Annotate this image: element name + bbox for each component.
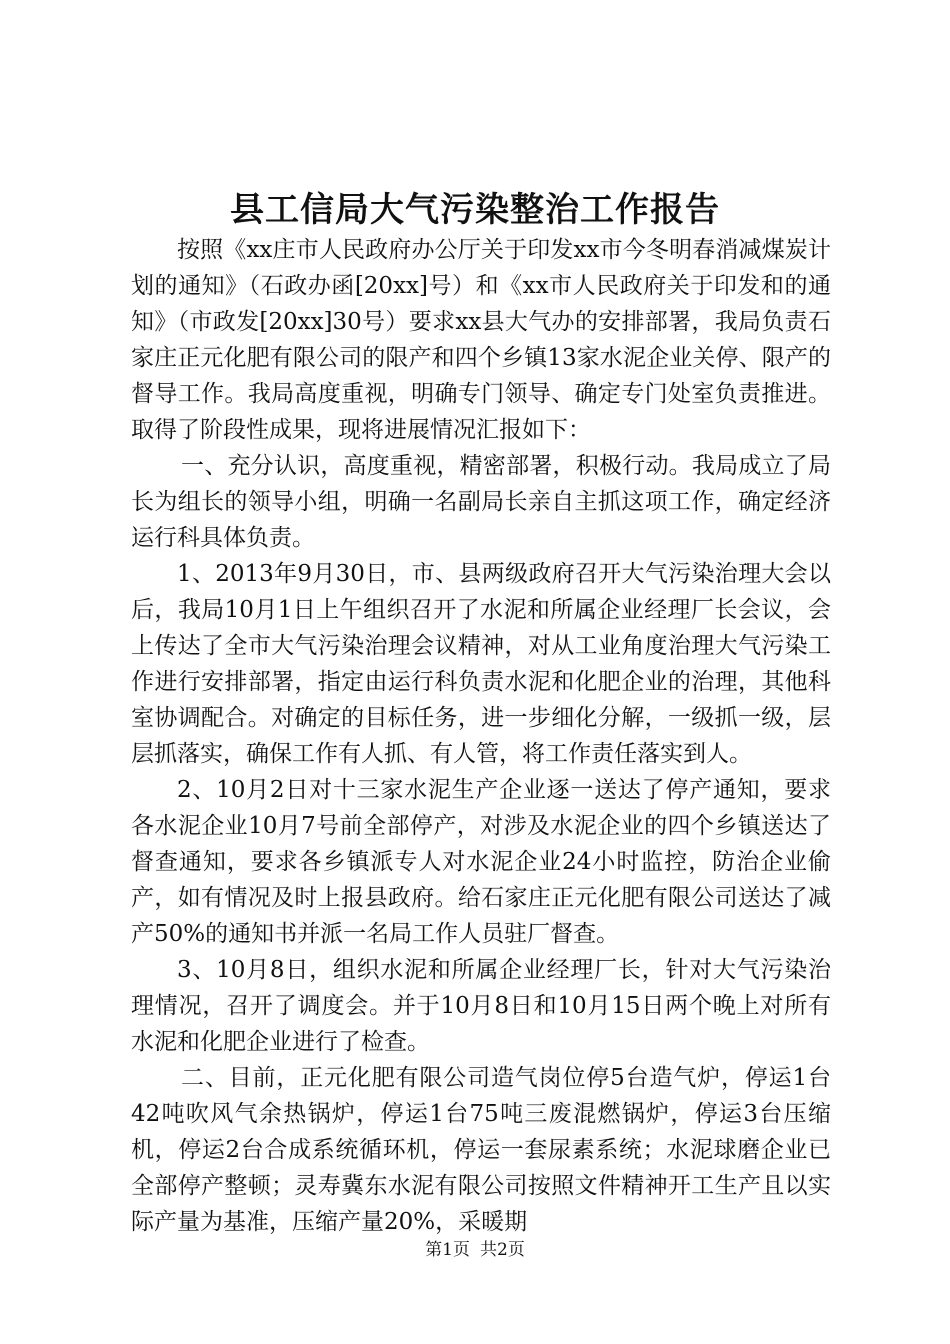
item-two-paragraph: 2、10月2日对十三家水泥生产企业逐一送达了停产通知，要求各水泥企业10月7号前全部停产，对涉及水泥企业的四个乡镇送达了督查通知，要求各乡镇派专人对水泥企业24小时监控，防治企业偷产，如有情况及时上报县政府。给石家庄正元化肥有限公司送达了减产50%的通知书并派一名局工作人员驻厂督查。 [131,777,831,947]
page-total: 共2页 [480,1240,525,1260]
page-footer [0,1238,950,1262]
document-title: 县工信局大气污染整治工作报告 [230,190,720,230]
section-one-paragraph: 一、充分认识，高度重视，精密部署，积极行动。我局成立了局长为组长的领导小组，明确一名副局长亲自主抓这项工作，确定经济运行科具体负责。 [131,453,831,551]
item-three-paragraph: 3、10月8日，组织水泥和所属企业经理厂长，针对大气污染治理情况，召开了调度会。并于10月8日和10月15日两个晚上对所有水泥和化肥企业进行了检查。 [131,957,831,1055]
intro-paragraph: 按照《xx庄市人民政府办公厅关于印发xx市今冬明春消减煤炭计划的通知》（石政办函[20xx]号）和《xx市人民政府关于印发和的通知》（市政发[20xx]30号）要求xx县大气办的安排部署，我局负责石家庄正元化肥有限公司的限产和四个乡镇13家水泥企业关停、限产的督导工作。我局高度重视，明确专门领导、确定专门处室负责推进。取得了阶段性成果，现将进展情况汇报如下： [131,237,831,443]
item-one-paragraph: 1、2013年9月30日，市、县两级政府召开大气污染治理大会以后，我局10月1日上午组织召开了水泥和所属企业经理厂长会议，会上传达了全市大气污染治理会议精神，对从工业角度治理大气污染工作进行安排部署，指定由运行科负责水泥和化肥企业的治理，其他科室协调配合。对确定的目标任务，进一步细化分解，一级抓一级，层层抓落实，确保工作有人抓、有人管，将工作责任落实到人。 [131,561,831,767]
page-number: 第1页 [425,1240,470,1260]
section-two-paragraph: 二、目前，正元化肥有限公司造气岗位停5台造气炉，停运1台42吨吹风气余热锅炉，停运1台75吨三废混燃锅炉，停运3台压缩机，停运2台合成系统循环机，停运一套尿素系统；水泥球磨企业已全部停产整顿；灵寿冀东水泥有限公司按照文件精神开工生产且以实际产量为基准，压缩产量20%，采暖期 [131,1065,831,1235]
document-body [131,232,831,1240]
